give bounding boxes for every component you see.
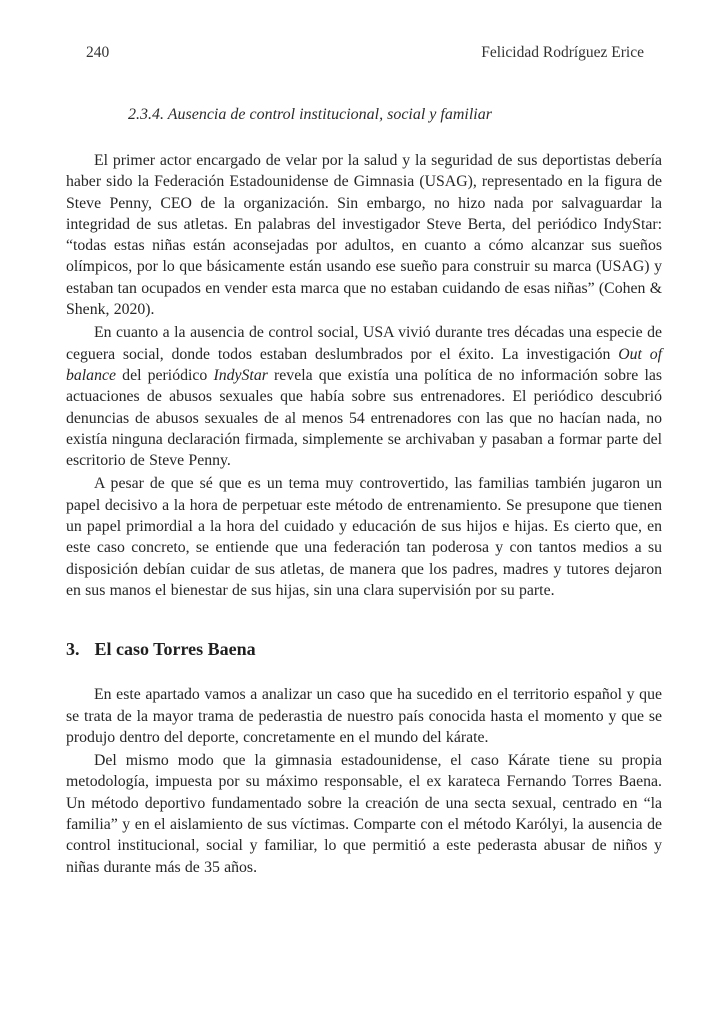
page-number: 240	[86, 44, 110, 61]
running-title: Felicidad Rodríguez Erice	[481, 44, 644, 61]
page-header	[66, 44, 662, 62]
section-title: El caso Torres Baena	[94, 639, 256, 660]
paragraph-karate-method: Del mismo modo que la gimnasia estadounidense, el caso Kárate tiene su propia metodología, impuesta por su máximo responsable, el ex karateca Fernando Torres Baena. Un método deportivo fundamentado sobre la creación de una secta sexual, centrado en “la familia” y en el aislamiento de sus víctimas. Comparte con el método Karólyi, la ausencia de control institucional, social y familiar, lo que permitió a este pederasta abusar de niños y niñas durante más de 35 años.	[66, 752, 662, 876]
paragraph-torres-baena-intro: En este apartado vamos a analizar un caso que ha sucedido en el territorio español y que se trata de la mayor trama de pederastia de nuestro país conocida hasta el momento y que se produjo dentro del deporte, concretamente en el mundo del kárate.	[66, 686, 662, 746]
section-heading-3	[66, 639, 662, 660]
paragraph-usag-institutional-control: El primer actor encargado de velar por la salud y la seguridad de sus deportistas debería haber sido la Federación Estadounidense de Gimnasia (USAG), representado en la figura de Steve Penny, CEO de la organización. Sin embargo, no hizo nada por salvaguardar la integridad de sus atletas. En palabras del investigador Steve Berta, del periódico IndyStar: “todas estas niñas están aconsejadas por adultos, en cuanto a cómo alcanzar sus sueños olímpicos, por lo que básicamente están usando ese sueño para construir su marca (USAG) y estaban tan ocupados en vender esta marca que no estaban cuidando de esas niñas” (Cohen & Shenk, 2020).	[66, 152, 662, 319]
paragraph-social-control: En cuanto a la ausencia de control social, USA vivió durante tres décadas una especie de ceguera social, donde todos estaban deslumbrados por el éxito. La investigación Out of balance del periódico IndyStar revela que existía una política de no información sobre las actuaciones de abusos sexuales que había sobre sus entrenadores. El periódico descubrió denuncias de abusos sexuales de al menos 54 entrenadores con las que no hacían nada, no existía ninguna declaración firmada, simplemente se archivaban y pasaban a formar parte del escritorio de Steve Penny.	[66, 324, 662, 470]
subsection-heading-2-3-4: 2.3.4. Ausencia de control institucional, social y familiar	[128, 106, 492, 123]
paragraph-families: A pesar de que sé que es un tema muy controvertido, las familias también jugaron un papel decisivo a la hora de perpetuar este método de entrenamiento. Se presupone que tienen un papel primordial a la hora del cuidado y educación de sus hijos e hijas. Es cierto que, en este caso concreto, se entiende que una federación tan poderosa y con tantos medios a su disposición debían cuidar de sus atletas, de manera que los padres, madres y tutores dejaron en sus manos el bienestar de sus hijas, sin una clara supervisión por su parte.	[66, 475, 662, 599]
section-number: 3.	[66, 639, 80, 660]
